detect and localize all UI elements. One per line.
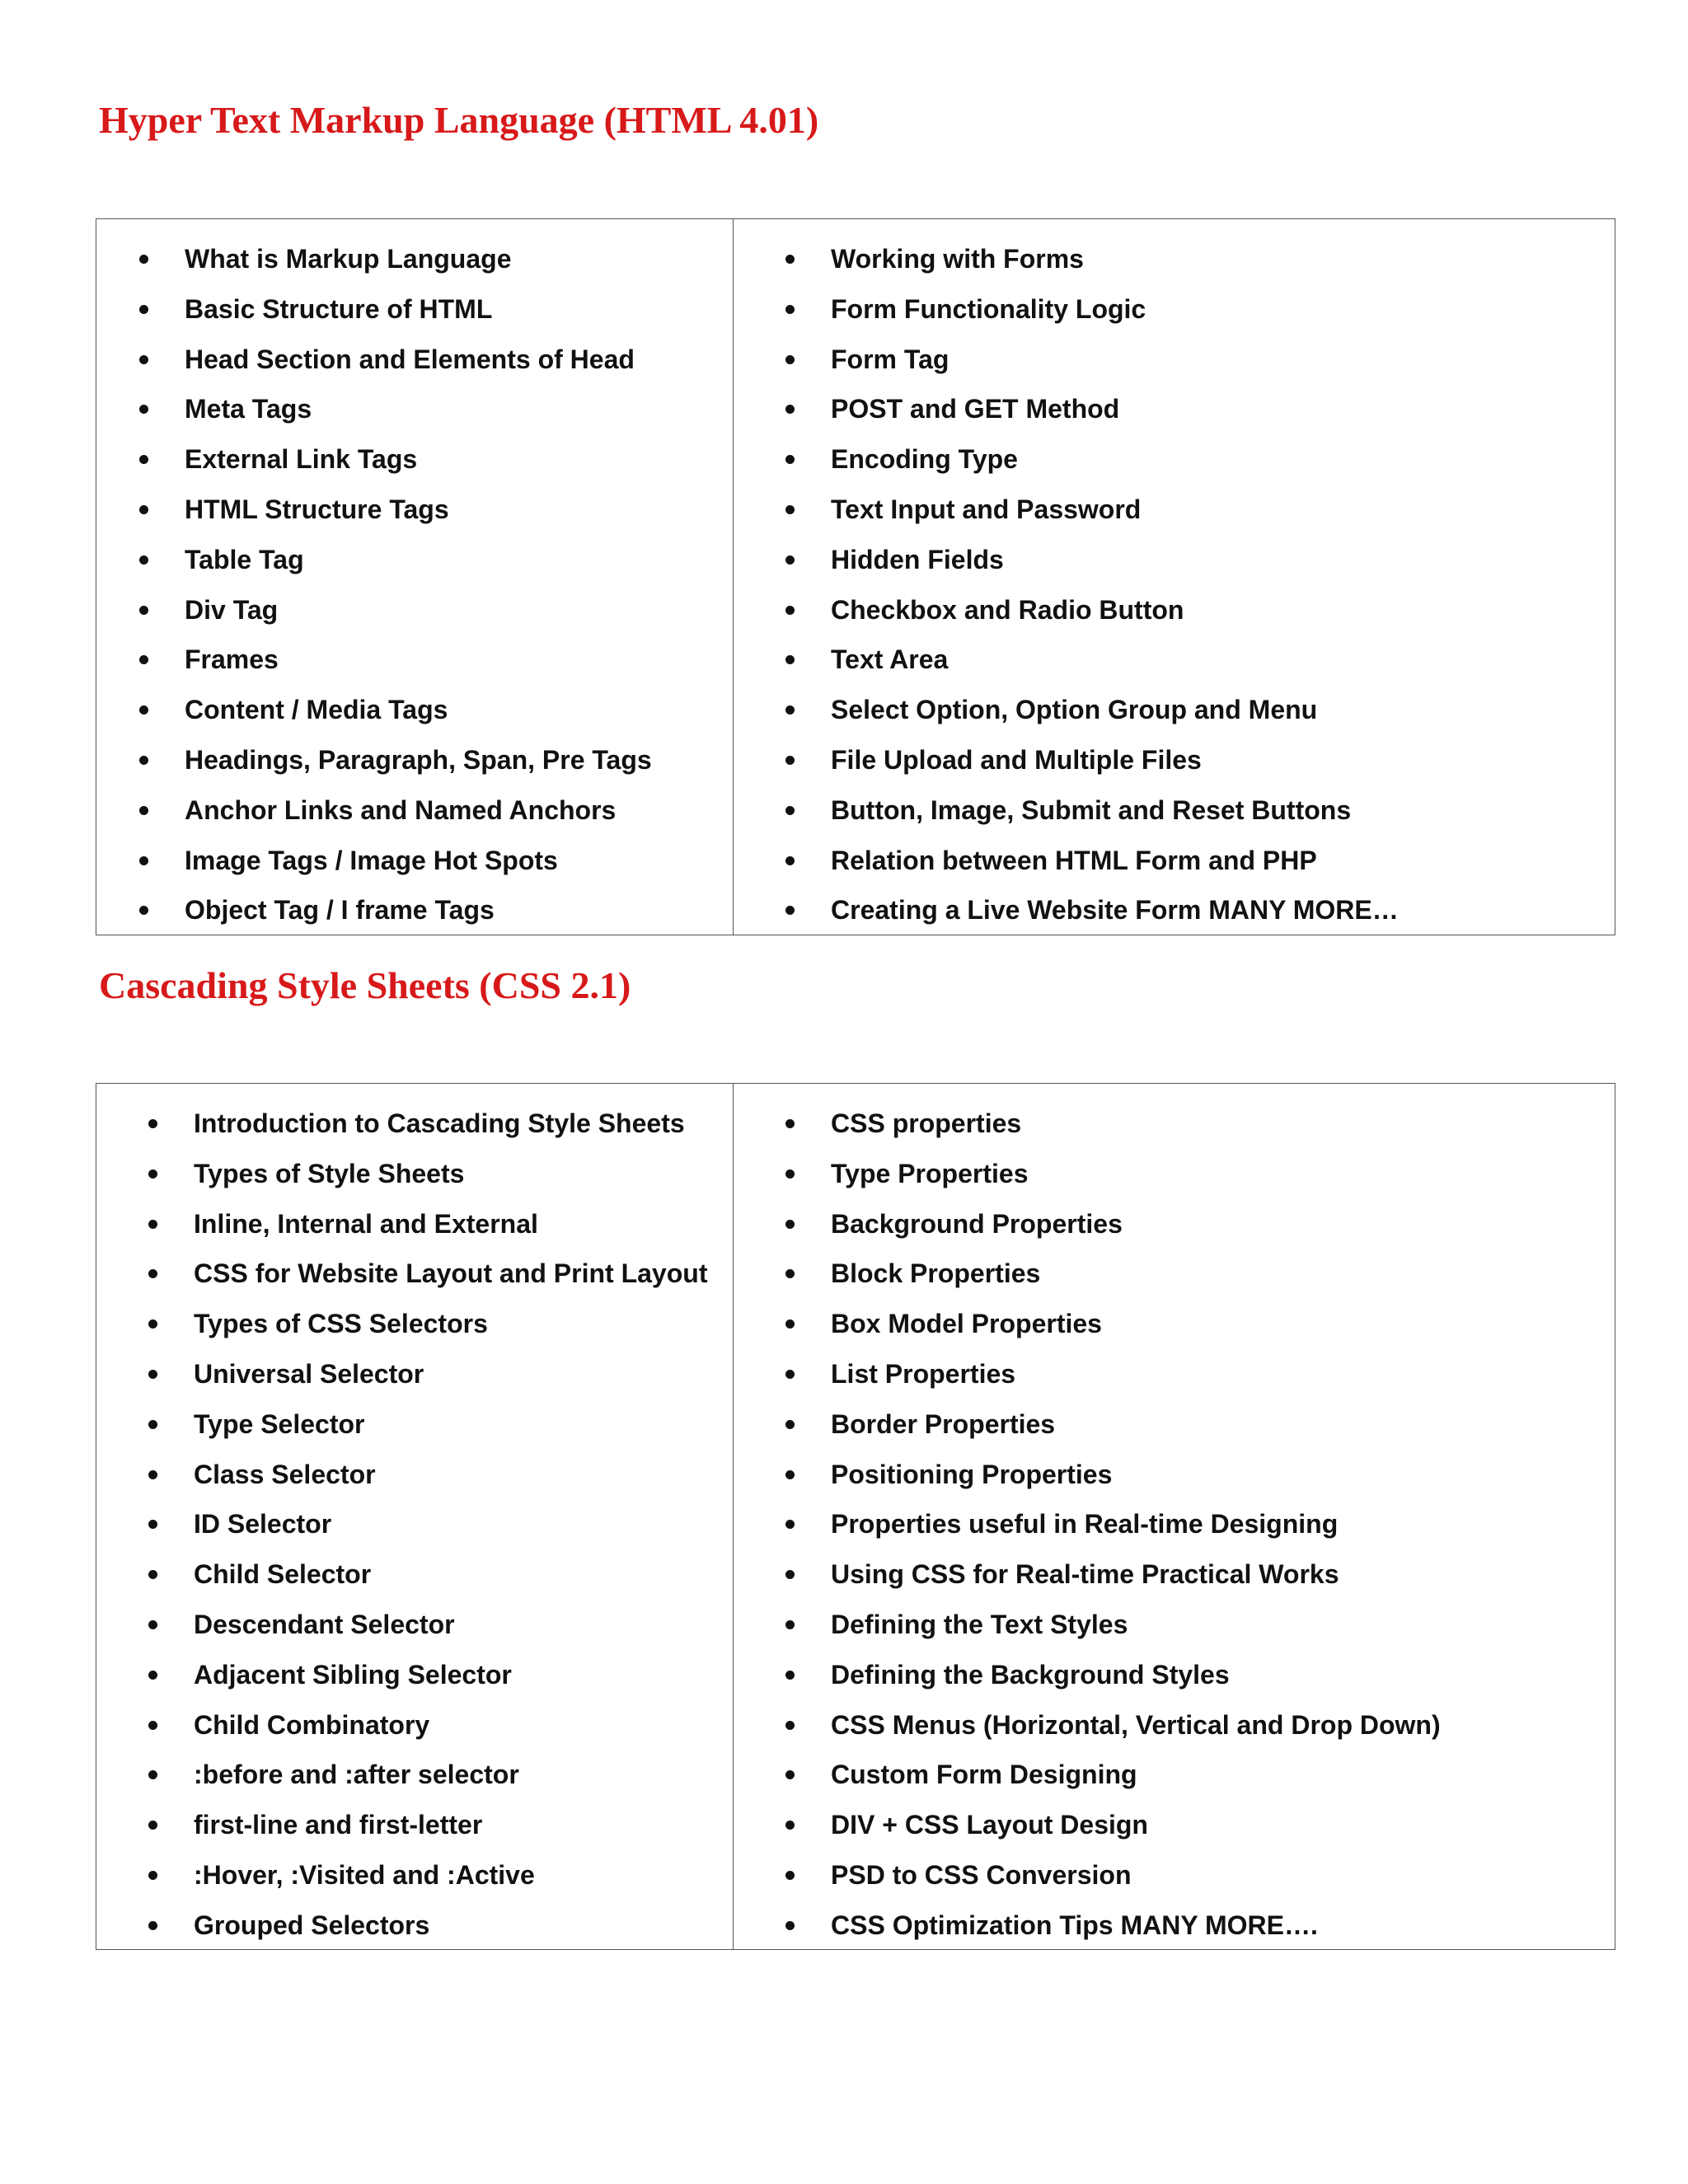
list-item bbox=[96, 585, 733, 635]
bullet-icon bbox=[785, 1220, 795, 1229]
list-item-text: Div Tag bbox=[185, 594, 279, 625]
html-topics-left-list bbox=[96, 219, 733, 935]
list-item-text: CSS Menus (Horizontal, Vertical and Drop Down) bbox=[831, 1709, 1441, 1740]
list-item bbox=[96, 1850, 733, 1900]
bullet-icon bbox=[139, 606, 148, 615]
list-item-text: HTML Structure Tags bbox=[185, 494, 449, 524]
list-item-text: Adjacent Sibling Selector bbox=[194, 1659, 512, 1690]
bullet-icon bbox=[785, 1620, 795, 1629]
list-item-text: Select Option, Option Group and Menu bbox=[831, 695, 1318, 725]
list-item-text: POST and GET Method bbox=[831, 394, 1120, 424]
list-item bbox=[734, 1900, 1615, 1951]
list-item-text: Type Selector bbox=[194, 1408, 365, 1439]
bullet-icon bbox=[148, 1220, 157, 1229]
bullet-icon bbox=[785, 606, 795, 615]
bullet-icon bbox=[148, 1269, 157, 1278]
list-item-text: Form Tag bbox=[831, 344, 950, 374]
list-item-text: Types of CSS Selectors bbox=[194, 1309, 488, 1339]
list-item bbox=[96, 1499, 733, 1549]
html-topics-left-column bbox=[96, 219, 734, 935]
list-item-text: :Hover, :Visited and :Active bbox=[194, 1859, 535, 1890]
bullet-icon bbox=[785, 405, 795, 414]
bullet-icon bbox=[139, 255, 148, 264]
bullet-icon bbox=[139, 906, 148, 915]
list-item-text: Object Tag / I frame Tags bbox=[185, 895, 495, 926]
list-item-text: first-line and first-letter bbox=[194, 1810, 483, 1840]
list-item bbox=[96, 434, 733, 485]
bullet-icon bbox=[148, 1921, 157, 1930]
list-item-text: Image Tags / Image Hot Spots bbox=[185, 845, 558, 875]
bullet-icon bbox=[785, 1921, 795, 1930]
list-item bbox=[96, 284, 733, 335]
list-item bbox=[734, 1099, 1615, 1149]
bullet-icon bbox=[785, 355, 795, 364]
bullet-icon bbox=[148, 1420, 157, 1429]
list-item-text: Form Functionality Logic bbox=[831, 293, 1146, 324]
list-item bbox=[734, 1800, 1615, 1850]
list-item-text: CSS properties bbox=[831, 1108, 1022, 1138]
list-item-text: List Properties bbox=[831, 1358, 1016, 1389]
list-item bbox=[96, 1800, 733, 1850]
html-topics-right-list bbox=[734, 219, 1615, 935]
list-item bbox=[734, 384, 1615, 434]
list-item bbox=[734, 685, 1615, 735]
bullet-icon bbox=[785, 756, 795, 765]
bullet-icon bbox=[785, 856, 795, 865]
bullet-icon bbox=[785, 1721, 795, 1730]
list-item-text: Grouped Selectors bbox=[194, 1910, 430, 1940]
list-item-text: :before and :after selector bbox=[194, 1760, 519, 1790]
list-item bbox=[96, 1700, 733, 1750]
bullet-icon bbox=[148, 1319, 157, 1329]
css-topics-right-column bbox=[734, 1084, 1615, 1949]
list-item bbox=[96, 836, 733, 886]
bullet-icon bbox=[139, 455, 148, 464]
list-item bbox=[734, 1349, 1615, 1399]
bullet-icon bbox=[139, 305, 148, 314]
bullet-icon bbox=[785, 1319, 795, 1329]
list-item bbox=[96, 1600, 733, 1650]
list-item-text: Text Input and Password bbox=[831, 494, 1142, 524]
bullet-icon bbox=[139, 555, 148, 565]
list-item bbox=[96, 1149, 733, 1199]
list-item bbox=[734, 1750, 1615, 1800]
list-item-text: Basic Structure of HTML bbox=[185, 293, 493, 324]
bullet-icon bbox=[785, 255, 795, 264]
list-item-text: Box Model Properties bbox=[831, 1309, 1102, 1339]
list-item bbox=[96, 1199, 733, 1249]
bullet-icon bbox=[785, 655, 795, 664]
list-item bbox=[734, 1850, 1615, 1900]
list-item bbox=[734, 785, 1615, 836]
bullet-icon bbox=[785, 505, 795, 514]
bullet-icon bbox=[139, 505, 148, 514]
bullet-icon bbox=[785, 1770, 795, 1779]
list-item-text: Encoding Type bbox=[831, 444, 1018, 475]
list-item bbox=[734, 1249, 1615, 1299]
bullet-icon bbox=[148, 1169, 157, 1179]
bullet-icon bbox=[139, 355, 148, 364]
list-item-text: Child Combinatory bbox=[194, 1709, 430, 1740]
list-item bbox=[96, 1549, 733, 1600]
bullet-icon bbox=[785, 1169, 795, 1179]
bullet-icon bbox=[148, 1620, 157, 1629]
bullet-icon bbox=[148, 1871, 157, 1880]
list-item-text: CSS Optimization Tips MANY MORE…. bbox=[831, 1910, 1318, 1940]
list-item-text: Creating a Live Website Form MANY MORE… bbox=[831, 895, 1399, 926]
list-item-text: ID Selector bbox=[194, 1509, 332, 1540]
list-item bbox=[96, 735, 733, 785]
list-item-text: Head Section and Elements of Head bbox=[185, 344, 635, 374]
list-item bbox=[734, 1450, 1615, 1500]
bullet-icon bbox=[785, 1520, 795, 1529]
list-item bbox=[96, 1099, 733, 1149]
bullet-icon bbox=[785, 1671, 795, 1680]
list-item bbox=[96, 635, 733, 685]
list-item-text: DIV + CSS Layout Design bbox=[831, 1810, 1148, 1840]
list-item bbox=[96, 885, 733, 935]
list-item-text: Types of Style Sheets bbox=[194, 1158, 465, 1188]
list-item bbox=[734, 535, 1615, 585]
list-item-text: Anchor Links and Named Anchors bbox=[185, 794, 617, 825]
list-item-text: Descendant Selector bbox=[194, 1609, 455, 1639]
list-item-text: Using CSS for Real-time Practical Works bbox=[831, 1559, 1339, 1590]
css-topics-left-column bbox=[96, 1084, 734, 1949]
list-item bbox=[734, 585, 1615, 635]
list-item-text: Text Area bbox=[831, 644, 949, 675]
list-item bbox=[734, 885, 1615, 935]
list-item-text: Content / Media Tags bbox=[185, 695, 448, 725]
list-item-text: File Upload and Multiple Files bbox=[831, 744, 1202, 775]
bullet-icon bbox=[148, 1821, 157, 1830]
list-item bbox=[96, 1900, 733, 1951]
bullet-icon bbox=[139, 655, 148, 664]
html-topics-right-column bbox=[734, 219, 1615, 935]
list-item-text: Inline, Internal and External bbox=[194, 1208, 538, 1239]
list-item-text: Custom Form Designing bbox=[831, 1760, 1137, 1790]
list-item bbox=[96, 1450, 733, 1500]
list-item bbox=[734, 434, 1615, 485]
list-item bbox=[96, 1650, 733, 1700]
bullet-icon bbox=[148, 1570, 157, 1579]
bullet-icon bbox=[785, 305, 795, 314]
list-item bbox=[96, 1349, 733, 1399]
list-item-text: Properties useful in Real-time Designing bbox=[831, 1509, 1339, 1540]
list-item bbox=[734, 234, 1615, 284]
bullet-icon bbox=[785, 906, 795, 915]
list-item bbox=[734, 1499, 1615, 1549]
list-item bbox=[96, 1750, 733, 1800]
bullet-icon bbox=[139, 856, 148, 865]
list-item-text: Table Tag bbox=[185, 544, 304, 574]
list-item bbox=[734, 284, 1615, 335]
bullet-icon bbox=[785, 806, 795, 815]
list-item-text: Positioning Properties bbox=[831, 1459, 1113, 1489]
list-item-text: Background Properties bbox=[831, 1208, 1123, 1239]
bullet-icon bbox=[148, 1770, 157, 1779]
list-item bbox=[96, 234, 733, 284]
bullet-icon bbox=[785, 1470, 795, 1479]
list-item bbox=[96, 335, 733, 385]
list-item-text: Child Selector bbox=[194, 1559, 372, 1590]
list-item bbox=[734, 735, 1615, 785]
list-item-text: Checkbox and Radio Button bbox=[831, 594, 1184, 625]
list-item-text: Hidden Fields bbox=[831, 544, 1004, 574]
list-item bbox=[96, 1399, 733, 1450]
css-topics-left-list bbox=[96, 1084, 733, 1951]
list-item-text: Introduction to Cascading Style Sheets bbox=[194, 1108, 685, 1138]
list-item bbox=[96, 1299, 733, 1349]
list-item-text: Meta Tags bbox=[185, 394, 312, 424]
html-topics-table bbox=[96, 218, 1615, 935]
list-item bbox=[734, 1299, 1615, 1349]
list-item bbox=[96, 685, 733, 735]
list-item bbox=[734, 1600, 1615, 1650]
bullet-icon bbox=[785, 1119, 795, 1128]
bullet-icon bbox=[785, 1821, 795, 1830]
list-item bbox=[734, 335, 1615, 385]
bullet-icon bbox=[148, 1721, 157, 1730]
bullet-icon bbox=[785, 1370, 795, 1379]
list-item-text: Headings, Paragraph, Span, Pre Tags bbox=[185, 744, 652, 775]
css-section-title: Cascading Style Sheets (CSS 2.1) bbox=[99, 964, 631, 1006]
css-topics-right-list bbox=[734, 1084, 1615, 1951]
list-item bbox=[734, 1199, 1615, 1249]
bullet-icon bbox=[785, 1871, 795, 1880]
list-item-text: Working with Forms bbox=[831, 244, 1084, 274]
bullet-icon bbox=[148, 1671, 157, 1680]
list-item-text: Button, Image, Submit and Reset Buttons bbox=[831, 794, 1352, 825]
list-item bbox=[734, 1399, 1615, 1450]
list-item bbox=[734, 1700, 1615, 1750]
list-item-text: Frames bbox=[185, 644, 279, 675]
bullet-icon bbox=[139, 806, 148, 815]
list-item bbox=[96, 384, 733, 434]
list-item-text: Defining the Text Styles bbox=[831, 1609, 1128, 1639]
list-item bbox=[96, 785, 733, 836]
list-item bbox=[734, 1149, 1615, 1199]
bullet-icon bbox=[785, 555, 795, 565]
list-item-text: What is Markup Language bbox=[185, 244, 512, 274]
bullet-icon bbox=[139, 756, 148, 765]
list-item-text: External Link Tags bbox=[185, 444, 418, 475]
list-item bbox=[734, 836, 1615, 886]
bullet-icon bbox=[139, 405, 148, 414]
list-item-text: Relation between HTML Form and PHP bbox=[831, 845, 1317, 875]
list-item-text: PSD to CSS Conversion bbox=[831, 1859, 1132, 1890]
bullet-icon bbox=[148, 1119, 157, 1128]
list-item-text: Defining the Background Styles bbox=[831, 1659, 1230, 1690]
list-item-text: Type Properties bbox=[831, 1158, 1029, 1188]
list-item bbox=[96, 535, 733, 585]
list-item-text: Universal Selector bbox=[194, 1358, 424, 1389]
bullet-icon bbox=[139, 705, 148, 715]
list-item bbox=[734, 1549, 1615, 1600]
list-item-text: CSS for Website Layout and Print Layout bbox=[194, 1258, 708, 1289]
bullet-icon bbox=[785, 1269, 795, 1278]
bullet-icon bbox=[785, 1570, 795, 1579]
list-item bbox=[734, 1650, 1615, 1700]
html-section-title: Hyper Text Markup Language (HTML 4.01) bbox=[99, 99, 819, 141]
list-item bbox=[734, 485, 1615, 535]
list-item-text: Class Selector bbox=[194, 1459, 376, 1489]
bullet-icon bbox=[785, 455, 795, 464]
css-topics-table bbox=[96, 1083, 1615, 1950]
list-item bbox=[734, 635, 1615, 685]
bullet-icon bbox=[148, 1370, 157, 1379]
list-item-text: Block Properties bbox=[831, 1258, 1041, 1289]
list-item-text: Border Properties bbox=[831, 1408, 1056, 1439]
list-item bbox=[96, 1249, 733, 1299]
bullet-icon bbox=[148, 1470, 157, 1479]
list-item bbox=[96, 485, 733, 535]
bullet-icon bbox=[148, 1520, 157, 1529]
bullet-icon bbox=[785, 705, 795, 715]
bullet-icon bbox=[785, 1420, 795, 1429]
